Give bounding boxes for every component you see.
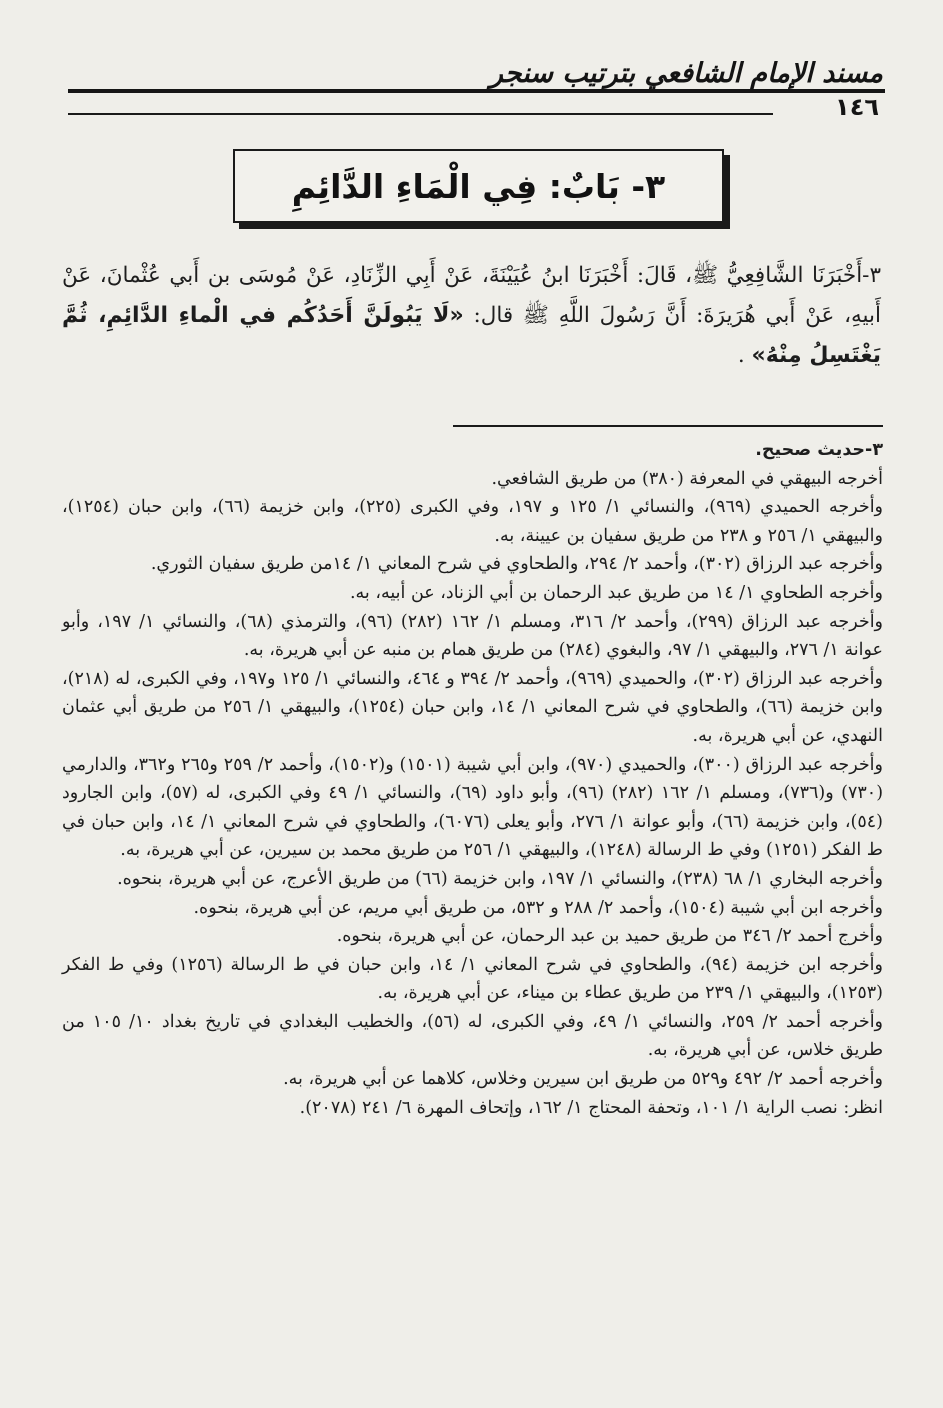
takhrij-paragraph: وأخرجه الطحاوي ١/ ١٤ من طريق عبد الرحمان بن أبي الزناد، عن أبيه، به. — [349, 582, 883, 603]
takhrij-paragraph: انظر: نصب الراية ١/ ١٠١، وتحفة المحتاج ١/ ١٦٢، وإتحاف المهرة ٦/ ٢٤١ (٢٠٧٨). — [299, 1097, 883, 1118]
hadith-grade: ٣-حديث صحيح. — [755, 440, 883, 460]
takhrij-paragraph: وأخرجه عبد الرزاق (٣٠٠)، والحميدي (٩٧٠)، وابن أبي شيبة (١٥٠١) و(١٥٠٢)، وأحمد ٢/ ٢٥٩ و٢٦٥ و٣٦٢، والدارمي (٧٣٠) و(٧٣٦)، ومسلم ١/ ١٦٢ (٢٨٢) (٩٦)، وأبو داود (٦٩)، والنسائي ١/ ٤٩ وفي الكبرى، له (٥٧)، وابن الجارود (٥٤)، وابن خزيمة (٦٦)، وأبو عوانة ١/ ٢٧٦، وأبو يعلى (٦٠٧٦)، والطحاوي في شرح المعاني ١/ ١٤، وابن حبان في ط الفكر (١٢٥١) وفي ط الرسالة (١٢٤٨)، والبيهقي ١/ ٢٥٦ من طريق محمد بن سيرين، عن أبي هريرة، به. — [62, 754, 884, 861]
running-title: مسند الإمام الشافعي بترتيب سنجر — [489, 58, 883, 89]
takhrij-paragraph: وأخرجه أحمد ٢/ ٤٩٢ و٥٢٩ من طريق ابن سيرين وخلاس، كلاهما عن أبي هريرة، به. — [283, 1069, 883, 1090]
chapter-heading-box — [233, 149, 724, 223]
takhrij-paragraph: وأخرجه عبد الرزاق (٣٠٢)، وأحمد ٢/ ٢٩٤، والطحاوي في شرح المعاني ١/ ١٤من طريق سفيان الثوري. — [150, 554, 883, 575]
hadith-end: . — [737, 343, 745, 368]
takhrij-paragraph: وأخرج أحمد ٢/ ٣٤٦ من طريق حميد بن عبد الرحمان، عن أبي هريرة، بنحوه. — [336, 926, 883, 947]
takhrij-paragraph: وأخرجه الحميدي (٩٦٩)، والنسائي ١/ ١٢٥ و ١٩٧، وفي الكبرى (٢٢٥)، وابن خزيمة (٦٦)، وابن حبان (١٢٥٤)، والبيهقي ١/ ٢٥٦ و ٢٣٨ من طريق سفيان بن عيينة، به. — [62, 497, 884, 546]
hadith-text — [62, 256, 881, 376]
takhrij-paragraph: وأخرجه ابن أبي شيبة (١٥٠٤)، وأحمد ٢/ ٢٨٨ و ٥٣٢، من طريق أبي مريم، عن أبي هريرة، بنحوه. — [193, 897, 883, 918]
chapter-title: ٣- بَابٌ: فِي الْمَاءِ الدَّائِمِ — [291, 166, 666, 206]
takhrij-paragraph: أخرجه البيهقي في المعرفة (٣٨٠) من طريق الشافعي. — [491, 468, 883, 489]
hadith-matn: «لَا يَبُولَنَّ أَحَدُكُم في الْماءِ الدَّائِمِ، ثُمَّ يَغْتَسِلُ مِنْهُ» — [62, 303, 881, 368]
hadith-isnad: ٣-أَخْبَرَنَا الشَّافِعِيُّ ﷺ، قَالَ: أَخْبَرَنَا ابنُ عُيَيْنَةَ، عَنْ أَبِي الزِّنَادِ، عَنْ مُوسَى بن أَبي عُثْمانَ، عَنْ أَبيهِ، عَنْ أَبي هُرَيرَةَ: أَنَّ رَسُولَ اللَّهِ ﷺ قال: — [62, 263, 881, 328]
header-rule — [68, 89, 885, 93]
takhrij-paragraph: وأخرجه البخاري ١/ ٦٨ (٢٣٨)، والنسائي ١/ ١٩٧، وابن خزيمة (٦٦) من طريق الأعرج، عن أبي هريرة، بنحوه. — [117, 868, 883, 889]
page-number: ١٤٦ — [835, 93, 879, 121]
header-subrule — [68, 113, 773, 115]
takhrij-paragraph: وأخرجه عبد الرزاق (٢٩٩)، وأحمد ٢/ ٣١٦، ومسلم ١/ ١٦٢ (٢٨٢) (٩٦)، والترمذي (٦٨)، والنسائي ١/ ١٩٧، وأبو عوانة ١/ ٢٧٦، والبيهقي ١/ ٩٧، والبغوي (٢٨٤) من طريق همام بن منبه عن أبي هريرة، به. — [62, 611, 884, 661]
footnote-rule — [453, 425, 883, 427]
takhrij-notes — [62, 436, 883, 1122]
takhrij-paragraph: وأخرجه ابن خزيمة (٩٤)، والطحاوي في شرح المعاني ١/ ١٤، وابن حبان في ط الرسالة (١٢٥٦) وفي ط الفكر (١٢٥٣)، والبيهقي ١/ ٢٣٩ من طريق عطاء بن ميناء، عن أبي هريرة، به. — [62, 954, 883, 1004]
takhrij-paragraph: وأخرجه أحمد ٢/ ٢٥٩، والنسائي ١/ ٤٩، وفي الكبرى، له (٥٦)، والخطيب البغدادي في تاريخ بغداد ١٠/ ١٠٥ من طريق خلاس، عن أبي هريرة، به. — [62, 1011, 884, 1061]
takhrij-paragraph: وأخرجه عبد الرزاق (٣٠٢)، والحميدي (٩٦٩)، وأحمد ٢/ ٣٩٤ و ٤٦٤، والنسائي ١/ ١٢٥ و١٩٧، وفي الكبرى، له (٢١٨)، وابن خزيمة (٦٦)، والطحاوي في شرح المعاني ١/ ١٤، وابن حبان (١٢٥٤)، والبيهقي ١/ ٢٥٦ من طريق أبي عثمان النهدي، عن أبي هريرة، به. — [62, 668, 883, 746]
